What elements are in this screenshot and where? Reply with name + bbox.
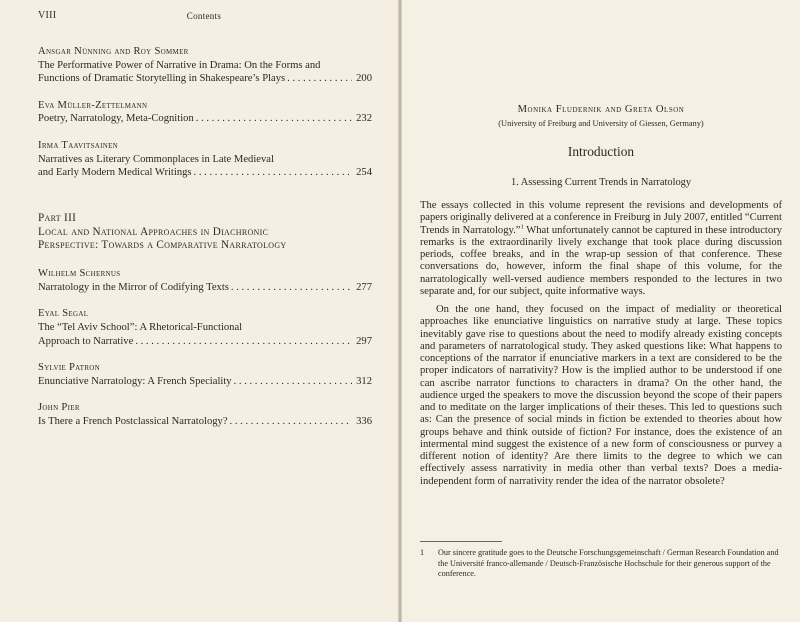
part-title-line-2: Perspective: Towards a Comparative Narratology bbox=[38, 239, 287, 252]
toc-dot-leader bbox=[192, 166, 353, 180]
chapter-body bbox=[420, 200, 782, 488]
section-heading: 1. Assessing Current Trends in Narratology bbox=[510, 177, 692, 188]
paragraph-2: On the one hand, they focused on the impact of mediality or theoretical approaches like enunciative linguistics on narrative study at large. These topics inevitably gave rise to questions about the need to modify already existing concepts and parameters of narratological study. They asked questions like: What happens to conceptions of the narrator if enunciative markers in a text are considered to be the proper indicators of narrativity? How is the implied author to be understood if one can ascribe narrator functions to characters in drama? On the other hand, the audience urged the speakers to move the discussion beyond the scope of their papers and to meditate on the larger implications of their theses. This led to questions such as: Can the presence of social minds in fiction be extended to theories about how groups behave and think outside of fiction? For instance, does the existence of an intermental mind suggest the existence of a new form of consciousness or purvey a different notion of identity? Are there limits to the degree to which we can effectively assess narrativity in media other than verbal texts? Does a media-independent form of narrativity render the idea of the narrator obsolete? bbox=[420, 304, 782, 487]
toc-entry-title-last-line bbox=[38, 375, 372, 389]
toc-entry-page: 200 bbox=[356, 73, 372, 85]
part-heading bbox=[38, 212, 372, 253]
footnote-text: Our sincere gratitude goes to the Deutsche Forschungsgemeinschaft / German Research Foundation and the Université franco-allemande / Deutsch-Französische Hochschule for their generous support of the conference. bbox=[438, 548, 779, 579]
toc-entry-author: Wilhelm Schernus bbox=[38, 268, 121, 280]
toc-entry[interactable] bbox=[38, 307, 372, 348]
toc-entry-author: Ansgar Nünning and Roy Sommer bbox=[38, 46, 189, 57]
paragraph-1-text-cont: What unfortunately cannot be captured in these introductory remarks is the extraordinarily lively exchange that took place during discussion periods, coffee breaks, and in the wrap-up session of that conference. These conversations do, however, inform the final shape of this volume, for the narratologically well-versed audience members responded to the lectures in two separate and, for our subject, quite informative ways. bbox=[420, 224, 782, 297]
footnote-rule bbox=[420, 541, 502, 542]
toc-entry-title: Is There a French Postclassical Narratology? bbox=[38, 415, 228, 427]
footnote-reference[interactable]: 1 bbox=[520, 222, 524, 230]
toc-entry[interactable] bbox=[38, 401, 372, 428]
paragraph-1-text: The essays collected in this volume represent the revisions and developments of papers originally delivered at a conference in Freiburg in July 2007, entitled “Current Trends in Narratology.” bbox=[420, 200, 782, 236]
toc-entry-title: Narratology in the Mirror of Codifying Texts bbox=[38, 281, 229, 293]
toc-entry-title-last-line bbox=[38, 72, 372, 86]
part-number: Part III bbox=[38, 211, 77, 224]
toc-entries-top bbox=[38, 45, 372, 180]
table-of-contents bbox=[38, 45, 372, 441]
toc-entry-page: 297 bbox=[356, 335, 372, 347]
paragraph-1 bbox=[420, 200, 782, 298]
toc-entry[interactable] bbox=[38, 267, 372, 294]
toc-dot-leader bbox=[194, 112, 352, 126]
toc-entry-title: Enunciative Narratology: A French Speciality bbox=[38, 375, 232, 387]
toc-dot-leader bbox=[228, 415, 353, 429]
toc-entry[interactable] bbox=[38, 139, 372, 180]
toc-entry-title-last-line bbox=[38, 281, 372, 295]
running-title: Contents bbox=[186, 11, 222, 21]
toc-entry-title: and Early Modern Medical Writings bbox=[38, 167, 192, 179]
toc-entry[interactable] bbox=[38, 99, 372, 126]
toc-dot-leader bbox=[232, 375, 353, 389]
toc-entry-title: Functions of Dramatic Storytelling in Shakespeare’s Plays bbox=[38, 73, 286, 85]
toc-entry[interactable] bbox=[38, 45, 372, 86]
chapter-title: Introduction bbox=[567, 144, 635, 159]
chapter-authors: Monika Fludernik and Greta Olson bbox=[517, 104, 685, 115]
toc-entry-title-line: The “Tel Aviv School”: A Rhetorical-Functional bbox=[38, 321, 243, 333]
toc-dot-leader bbox=[133, 335, 352, 349]
part-title-line-1: Local and National Approaches in Diachronic bbox=[38, 225, 269, 238]
page-number: VIII bbox=[38, 10, 57, 21]
toc-entry-title-last-line bbox=[38, 112, 372, 126]
toc-entry[interactable] bbox=[38, 361, 372, 388]
toc-entry-page: 232 bbox=[356, 113, 372, 125]
toc-entry-page: 336 bbox=[356, 415, 372, 427]
toc-entry-page: 277 bbox=[356, 281, 372, 293]
toc-entry-title-line: Narratives as Literary Commonplaces in Late Medieval bbox=[38, 153, 274, 165]
toc-entry-author: John Pier bbox=[38, 402, 80, 414]
left-page bbox=[0, 0, 398, 622]
footnote-number: 1 bbox=[420, 548, 425, 557]
toc-entry-title: Poetry, Narratology, Meta-Cognition bbox=[38, 113, 194, 125]
toc-entry-title-last-line bbox=[38, 415, 372, 429]
footnote bbox=[420, 548, 782, 580]
author-affiliation: (University of Freiburg and University of Giessen, Germany) bbox=[498, 119, 704, 128]
toc-entry-author: Sylvie Patron bbox=[38, 362, 101, 374]
toc-dot-leader bbox=[285, 72, 352, 86]
toc-entry-title-line: The Performative Power of Narrative in Drama: On the Forms and bbox=[38, 59, 321, 71]
toc-dot-leader bbox=[229, 281, 352, 295]
toc-entry-page: 254 bbox=[356, 167, 372, 179]
toc-entries-bottom bbox=[38, 267, 372, 428]
toc-entry-author: Eva Müller-Zettelmann bbox=[38, 99, 148, 111]
toc-entry-title-last-line bbox=[38, 335, 372, 349]
toc-entry-author: Irma Taavitsainen bbox=[38, 139, 119, 151]
toc-entry-author: Eyal Segal bbox=[38, 308, 89, 320]
toc-entry-page: 312 bbox=[356, 375, 372, 387]
toc-entry-title-last-line bbox=[38, 166, 372, 180]
toc-entry-title: Approach to Narrative bbox=[38, 335, 134, 347]
